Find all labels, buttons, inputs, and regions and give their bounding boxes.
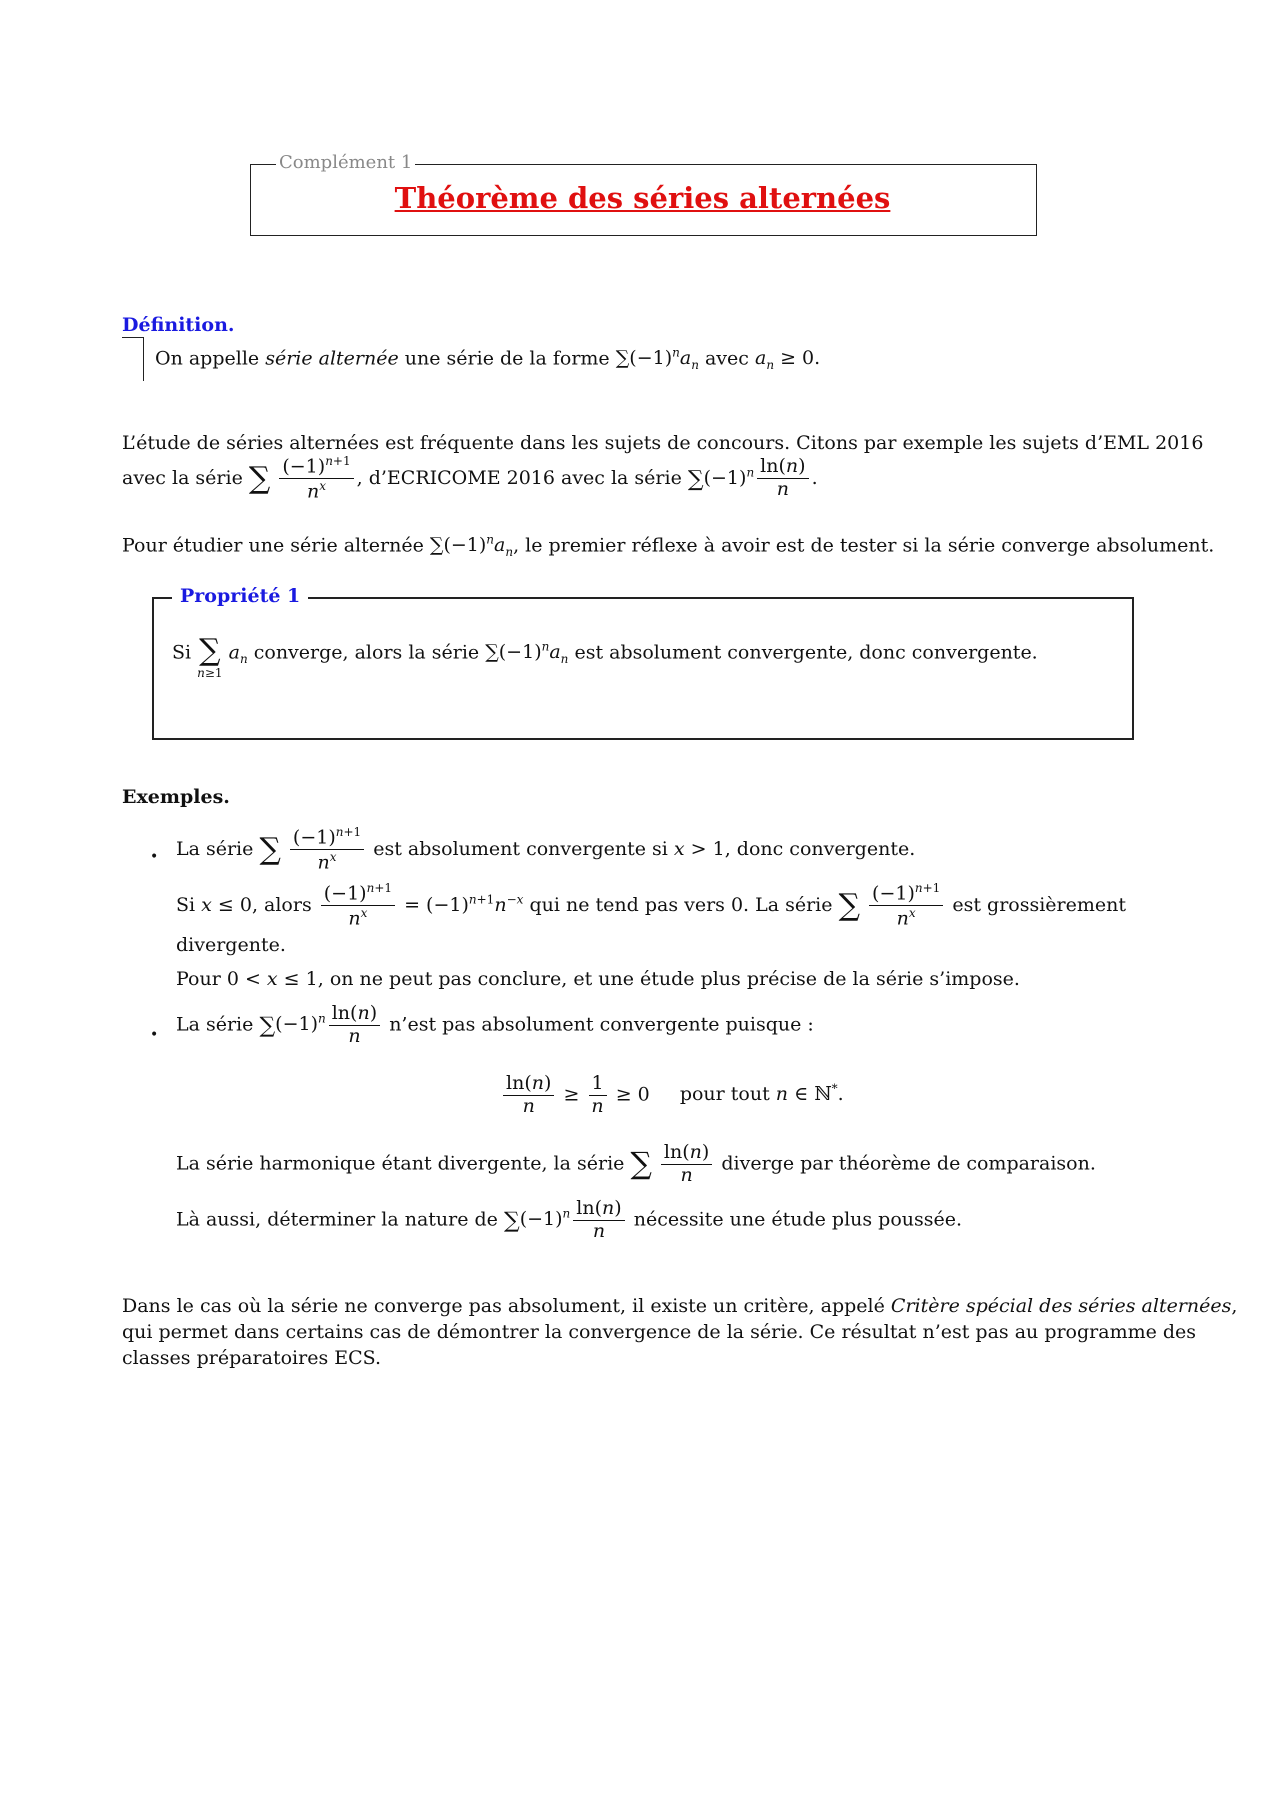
- example-1-line-3: divergente.: [176, 934, 286, 956]
- intro-line-2: avec la série ∑ $\frac{(-1)^{n+1}}{n^x}$ , d’ECRICOME 2016 avec la série $\sum(-1)^n$ $\frac{\ln(n)}{n}$ .: [122, 454, 818, 503]
- definition-text: On appelle série alternée une série de la forme $\sum(-1)^na_n$ avec $a_n \ge 0$.: [155, 346, 821, 373]
- conclusion-line-2: qui permet dans certains cas de démontrer la convergence de la série. Ce résultat n’est pas au programme des: [122, 1321, 1197, 1343]
- definition-heading: Définition.: [122, 314, 235, 336]
- intro-line-1: L’étude de séries alternées est fréquente dans les sujets de concours. Citons par exemple les sujets d’EML 2016: [122, 432, 1204, 454]
- example-2-display: $\frac{\ln(n)}{n}$ ≥ $\frac{1}{n}$ ≥ 0 pour tout n ∈ ℕ*.: [500, 1074, 844, 1117]
- intro-line-3: Pour étudier une série alternée $\sum(-1)^na_n$, le premier réflexe à avoir est de tester si la série converge absolument.: [122, 533, 1215, 560]
- conclusion-line-3: classes préparatoires ECS.: [122, 1347, 382, 1369]
- property-label: Propriété 1: [172, 584, 308, 609]
- definition-bracket-top: [122, 337, 144, 338]
- example-2-bullet: •: [150, 1027, 159, 1043]
- conclusion-line-1: Dans le cas où la série ne converge pas absolument, il existe un critère, appelé Critère spécial des séries alternées,: [122, 1295, 1238, 1317]
- complement-label: Complément 1: [276, 151, 415, 174]
- property-text: Si ∑ n≥1 $a_n$ converge, alors la série $\sum(-1)^na_n$ est absolument convergente, donc convergente.: [172, 633, 1038, 680]
- example-2-line-2: La série harmonique étant divergente, la série ∑ $\frac{\ln(n)}{n}$ diverge par théorème de comparaison.: [176, 1141, 1096, 1186]
- example-1-bullet: •: [150, 849, 159, 865]
- page-title: Théorème des séries alternées: [394, 181, 891, 215]
- example-1-line-1: La série ∑ $\frac{(-1)^{n+1}}{n^x}$ est absolument convergente si x > 1, donc convergente.: [176, 825, 916, 874]
- examples-heading: Exemples.: [122, 786, 230, 808]
- definition-bracket-side: [143, 337, 144, 381]
- example-2-line-1: La série $\sum(-1)^n$ $\frac{\ln(n)}{n}$ n’est pas absolument convergente puisque :: [176, 1002, 814, 1047]
- example-2-line-3: Là aussi, déterminer la nature de $\sum(-1)^n$ $\frac{\ln(n)}{n}$ nécessite une étude plus poussée.: [176, 1197, 963, 1242]
- example-1-line-2: Si x ≤ 0, alors $\frac{(-1)^{n+1}}{n^x}$ = $(-1)^{n+1}n^{-x}$ qui ne tend pas vers 0. La série ∑ $\frac{(-1)^{n+1}}{n^x}$ est grossièrement: [176, 881, 1126, 930]
- example-1-line-4: Pour 0 < x ≤ 1, on ne peut pas conclure, et une étude plus précise de la série s’impose.: [176, 968, 1020, 990]
